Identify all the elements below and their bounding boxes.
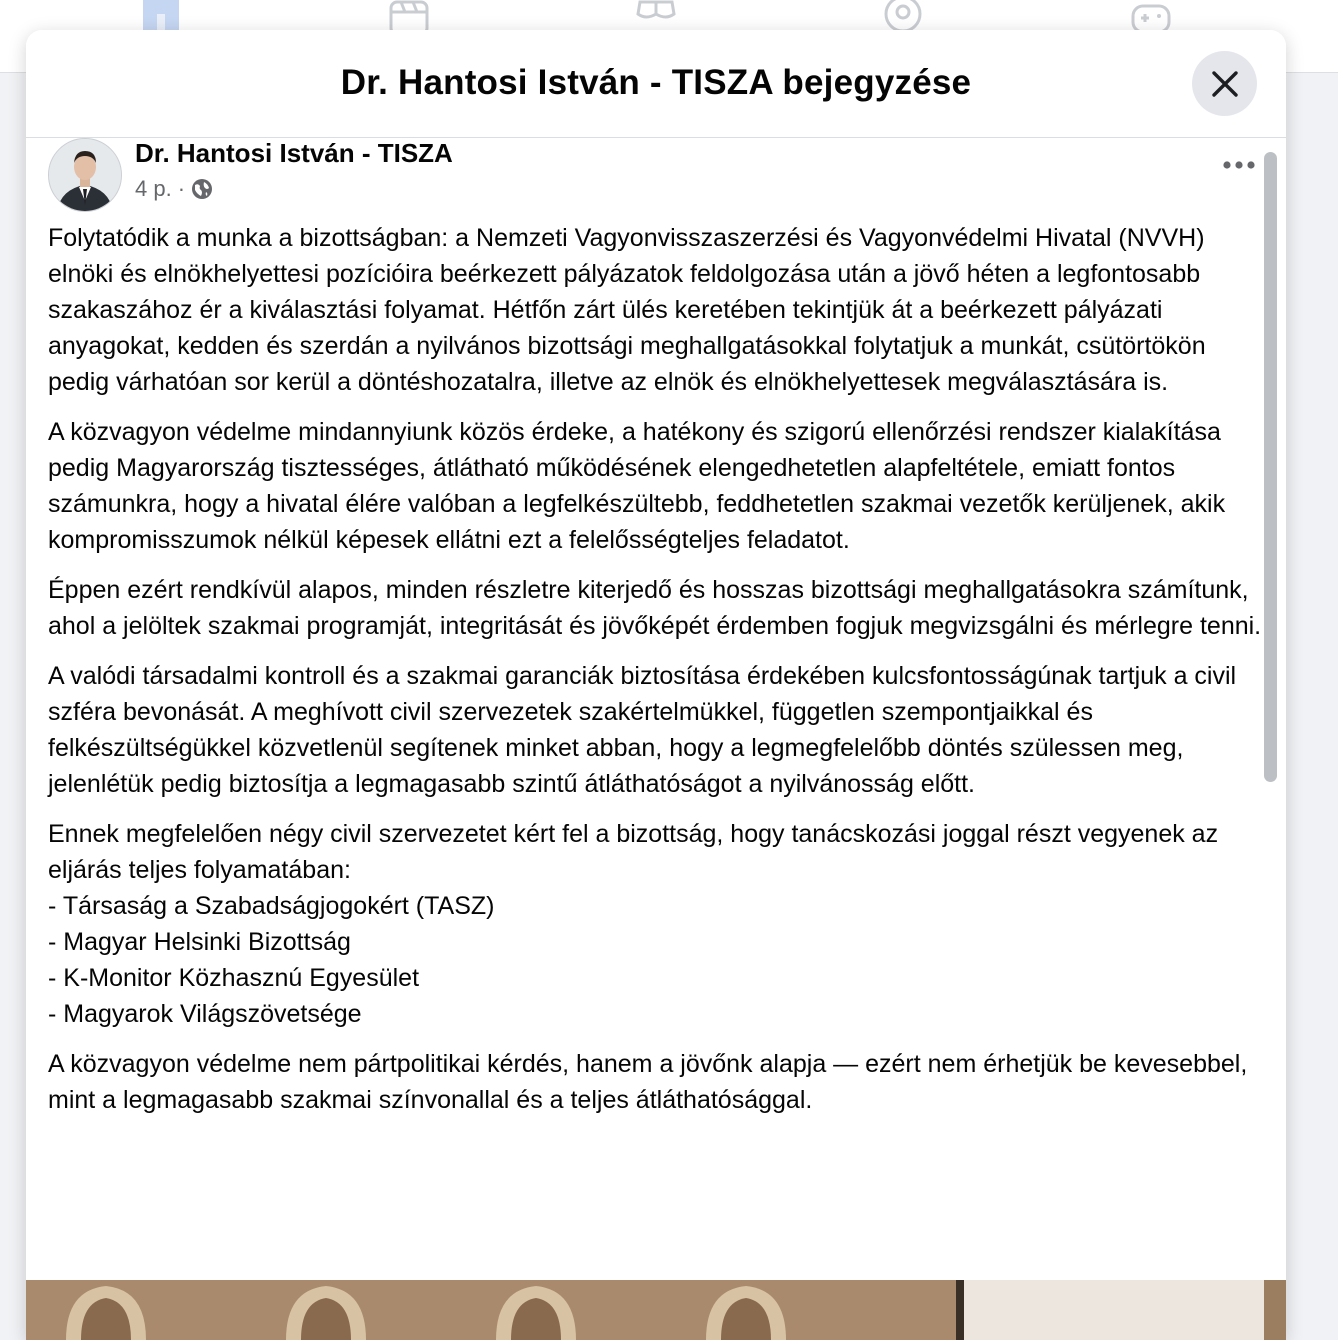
post-dialog (26, 30, 1286, 1340)
list-item: - Magyar Helsinki Bizottság (48, 928, 351, 956)
video-icon[interactable] (389, 0, 429, 30)
scrollbar-thumb[interactable] (1264, 152, 1277, 782)
post-paragraph: Éppen ezért rendkívül alapos, minden részletre kiterjedő és hosszas bizottsági meghallgatásokra számítunk, ahol a jelöltek szakmai programját, integritását és jövőképét érdemben fogjuk megvizsgálni és mérlegre tenni. (48, 576, 1262, 640)
close-icon (1210, 69, 1240, 99)
post-header (48, 138, 1268, 218)
groups-icon[interactable] (883, 0, 923, 30)
globe-icon (191, 178, 213, 200)
list-item: - Társaság a Szabadságjogokért (TASZ) (48, 892, 495, 920)
post-paragraph: A közvagyon védelme mindannyiunk közös érdeke, a hatékony és szigorú ellenőrzési rendszer kialakítása pedig Magyarország tisztességes, átlátható működésének elengedhetetlen alapfeltétele, emiatt fontos számunkra, hogy a hivatal élére valóban a legfelkészültebb, feddhetetlen szakmai vezetők kerüljenek, akik kompromisszumok nélkül képesek ellátni ezt a felelősségteljes feladatot. (48, 418, 1226, 554)
more-options-button[interactable] (1214, 150, 1264, 180)
more-options-icon (1222, 160, 1256, 170)
list-item: - K-Monitor Közhasznú Egyesület (48, 964, 420, 992)
post-time[interactable]: 4 p. (135, 176, 172, 201)
author-avatar[interactable] (48, 138, 122, 212)
gaming-icon[interactable] (1131, 0, 1171, 30)
dialog-header (26, 30, 1286, 138)
post-meta (135, 176, 213, 202)
list-item: - Magyarok Világszövetsége (48, 1000, 362, 1028)
marketplace-icon[interactable] (636, 0, 676, 30)
close-button[interactable] (1192, 51, 1257, 116)
meta-separator: · (177, 176, 186, 201)
author-name[interactable]: Dr. Hantosi István - TISZA (135, 138, 453, 168)
home-icon[interactable] (140, 0, 182, 32)
profile-photo (49, 139, 121, 211)
post-paragraph: Folytatódik a munka a bizottságban: a Nemzeti Vagyonvisszaszerzési és Vagyonvédelmi Hivatal (NVVH) elnöki és elnökhelyettesi pozícióira beérkezett pályázatok feldolgozása után a jövő héten a legfontosabb szakaszához ér a kiválasztási folyamat. Hétfőn zárt ülés keretében tekintjük át a beérkezett pályázati anyagokat, kedden és szerdán a nyilvános bizottsági meghallgatásokkal folytatjuk a munkát, csütörtökön pedig várhatóan sor kerül a döntéshozatalra, illetve az elnök és elnökhelyettesek megválasztására is. (48, 224, 1206, 396)
list-intro: Ennek megfelelően négy civil szervezetet kért fel a bizottság, hogy tanácskozási joggal részt vegyenek az eljárás teljes folyamatában: (48, 820, 1219, 884)
post-text (48, 220, 1266, 1132)
post-paragraph: A valódi társadalmi kontroll és a szakmai garanciák biztosítása érdekében kulcsfontosságúnak tartjuk a civil szféra bevonását. A meghívott civil szervezetek szakértelmükkel, független szempontjaikkal és felkészültségükkel közvetlenül segítenek minket abban, hogy a legmegfelelőbb döntés szülessen meg, jelenlétük pedig biztosítja a legmagasabb szintű átláthatóságot a nyilvánosság előtt. (48, 662, 1237, 798)
dialog-content (26, 138, 1286, 1340)
post-list-paragraph (48, 816, 1266, 1032)
post-paragraph: A közvagyon védelme nem pártpolitikai kérdés, hanem a jövőnk alapja — ezért nem érhetjük be kevesebbel, mint a legmagasabb szakmai színvonallal és a teljes átláthatósággal. (48, 1050, 1248, 1114)
dialog-title: Dr. Hantosi István - TISZA bejegyzése (340, 63, 972, 102)
post-photo (26, 1280, 1286, 1340)
post-image[interactable] (26, 1280, 1286, 1340)
